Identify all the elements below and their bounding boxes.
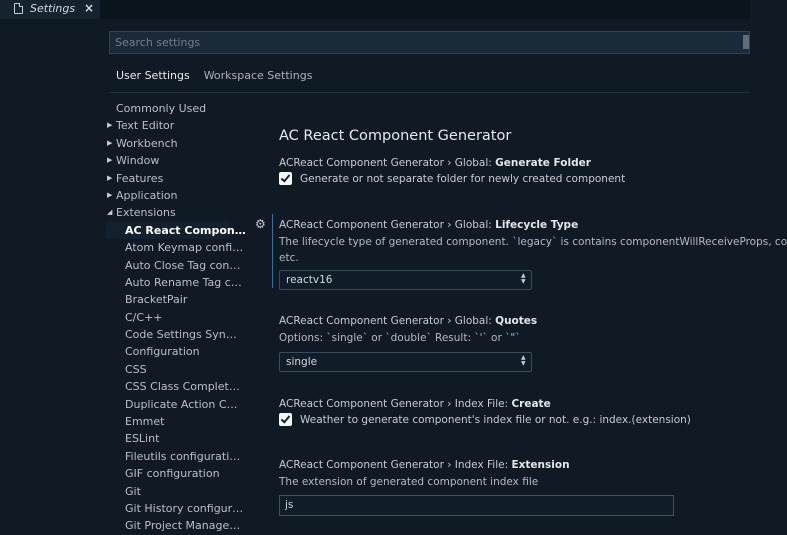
- lifecycle-type-select[interactable]: [279, 270, 532, 290]
- chevron-right-icon: ▶: [107, 190, 113, 199]
- toc-item-extension[interactable]: Configuration: [125, 345, 200, 359]
- setting-description: Options: `single` or `double` Result: `'` or `"`: [279, 332, 521, 344]
- index-create-checkbox[interactable]: [279, 413, 292, 426]
- tab-title: Settings: [30, 2, 76, 15]
- setting-title: [279, 157, 591, 169]
- select-caret-icon: ▲▼: [521, 354, 526, 367]
- setting-description: The extension of generated component index file: [279, 476, 539, 488]
- toc-item-extension[interactable]: BracketPair: [125, 293, 188, 307]
- select-value: reactv16: [286, 274, 333, 286]
- input-value: js: [285, 499, 294, 511]
- setting-category: ACReact Component Generator › Global:: [279, 219, 496, 231]
- toc-item-window[interactable]: [106, 152, 230, 169]
- settings-toc: [106, 100, 246, 533]
- toc-label: Workbench: [116, 136, 178, 150]
- checkbox-row: [279, 413, 691, 426]
- chevron-right-icon: ▶: [107, 156, 113, 165]
- select-caret-icon: ▲▼: [521, 272, 526, 285]
- tab-workspace-settings[interactable]: Workspace Settings: [203, 69, 313, 82]
- toc-label: Commonly Used: [116, 102, 207, 115]
- file-icon: [14, 3, 23, 14]
- toc-item-extension[interactable]: AC React Compon…: [106, 222, 230, 239]
- toc-label: Text Editor: [116, 119, 175, 133]
- checkbox-row: [279, 172, 625, 185]
- tab-bar: [0, 0, 750, 19]
- toc-label: Extensions: [116, 206, 176, 220]
- toc-item-application[interactable]: [106, 187, 230, 204]
- chevron-right-icon: ▶: [107, 173, 113, 182]
- toc-label: Window: [116, 154, 160, 168]
- setting-name: Create: [511, 398, 551, 410]
- toc-item-extension[interactable]: Emmet: [125, 415, 165, 429]
- toc-item-extension[interactable]: Auto Close Tag con…: [125, 258, 241, 272]
- checkbox-label: Weather to generate component's index file or not. e.g.: index.(extension): [300, 413, 691, 426]
- toc-item-extensions[interactable]: [106, 204, 230, 221]
- quotes-select[interactable]: [279, 352, 532, 372]
- setting-category: ACReact Component Generator › Index File:: [279, 398, 512, 410]
- settings-list: [255, 100, 787, 529]
- toc-item-extension[interactable]: Git: [125, 484, 141, 498]
- settings-editor: [0, 19, 787, 533]
- toc-item-extension[interactable]: Code Settings Syn…: [125, 328, 237, 342]
- divider: [109, 92, 750, 93]
- toc-item-text-editor[interactable]: [106, 117, 230, 134]
- toc-item-extension[interactable]: Atom Keymap confi…: [125, 241, 244, 255]
- select-value: single: [286, 356, 318, 368]
- toc-item-extension[interactable]: Auto Rename Tag c…: [125, 275, 242, 289]
- search-input[interactable]: [109, 31, 750, 54]
- generate-folder-checkbox[interactable]: [279, 172, 292, 185]
- setting-title: [279, 398, 551, 410]
- toc-item-extension[interactable]: C/C++: [125, 310, 163, 324]
- setting-name: Extension: [511, 459, 570, 471]
- index-extension-input[interactable]: [279, 495, 674, 516]
- setting-title: [279, 219, 578, 231]
- toc-item-extension[interactable]: ESLint: [125, 432, 160, 446]
- scrollbar-thumb[interactable]: [743, 35, 749, 49]
- setting-category: ACReact Component Generator › Index File:: [279, 459, 512, 471]
- setting-name: Generate Folder: [495, 157, 591, 169]
- toc-item-extension[interactable]: Git History configur…: [125, 501, 244, 515]
- setting-description-cont: etc.: [279, 252, 299, 264]
- toc-item-extension[interactable]: Fileutils configurati…: [125, 449, 241, 463]
- chevron-right-icon: ▶: [107, 121, 113, 130]
- setting-category: ACReact Component Generator › Global:: [279, 315, 496, 327]
- tab-user-settings[interactable]: User Settings: [116, 69, 190, 82]
- toc-item-extension[interactable]: Duplicate Action C…: [125, 397, 238, 411]
- section-title: AC React Component Generator: [279, 128, 512, 144]
- setting-title: [279, 459, 570, 471]
- toc-item-extension[interactable]: CSS Class Complet…: [125, 380, 240, 394]
- gear-icon[interactable]: ⚙: [255, 217, 266, 231]
- close-icon[interactable]: ×: [84, 1, 95, 15]
- setting-description: The lifecycle type of generated component. `legacy` is contains componentWillReceiveProps, co: [279, 236, 787, 248]
- toc-label: Application: [116, 188, 178, 202]
- toc-item-extension[interactable]: GIF configuration: [125, 467, 220, 481]
- setting-name: Lifecycle Type: [495, 219, 579, 231]
- setting-category: ACReact Component Generator › Global:: [279, 157, 496, 169]
- toc-item-extension[interactable]: Git Project Manage…: [125, 519, 241, 533]
- toc-item-features[interactable]: [106, 170, 230, 187]
- chevron-right-icon: ▶: [107, 138, 113, 147]
- scope-tabs: [116, 69, 312, 82]
- search-placeholder: Search settings: [115, 36, 201, 49]
- toc-item-extension[interactable]: CSS: [125, 362, 147, 376]
- setting-title: [279, 315, 537, 327]
- toc-label: Features: [116, 171, 164, 185]
- toc-item-commonly-used[interactable]: [106, 100, 230, 117]
- tab-settings[interactable]: [0, 0, 100, 19]
- toc-item-workbench[interactable]: [106, 135, 230, 152]
- setting-name: Quotes: [495, 315, 538, 327]
- checkbox-label: Generate or not separate folder for newly created component: [300, 172, 626, 185]
- focus-indicator: [272, 214, 273, 288]
- chevron-down-icon: ◢: [107, 208, 113, 217]
